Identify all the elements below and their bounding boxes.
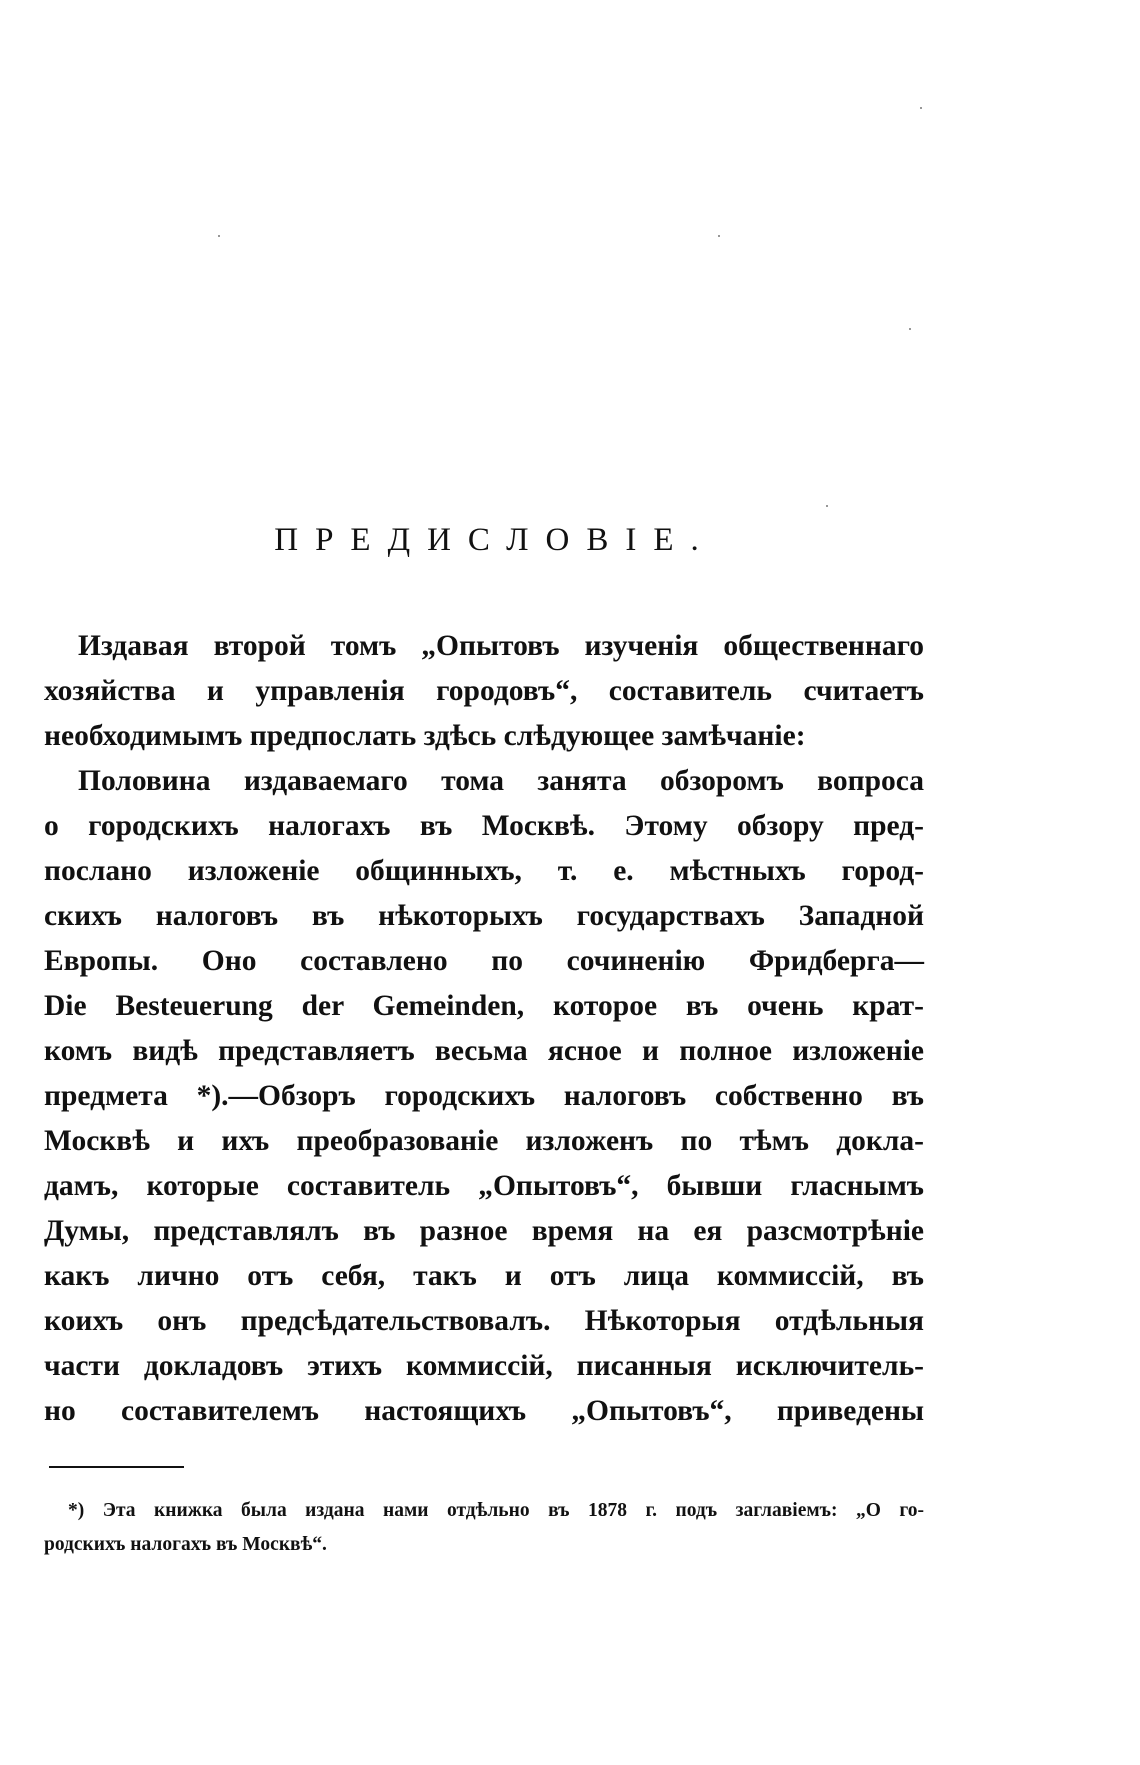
text-line: комъ видѣ представляетъ весьма ясное и полное изложеніе xyxy=(44,1035,924,1067)
text-line: Думы, представлялъ въ разное время на ея разсмотрѣніе xyxy=(44,1215,924,1247)
text-line: части докладовъ этихъ коммиссій, писанныя исключитель- xyxy=(44,1350,924,1382)
preface-paragraph xyxy=(44,624,924,1434)
text-line: дамъ, которые составитель „Опытовъ“, бывши гласнымъ xyxy=(44,1170,924,1202)
footnote-divider xyxy=(49,1466,184,1468)
text-line: какъ лично отъ себя, такъ и отъ лица коммиссій, въ xyxy=(44,1260,924,1292)
text-line: необходимымъ предпослать здѣсь слѣдующее замѣчаніе: xyxy=(44,720,806,752)
scan-speck xyxy=(826,505,828,507)
footnote-line: родскихъ налогахъ въ Москвѣ“. xyxy=(44,1534,327,1555)
footnote-line: *) Эта книжка была издана нами отдѣльно въ 1878 г. подъ заглавіемъ: „О го- xyxy=(68,1500,924,1521)
text-line: Die Besteuerung der Gemeinden, которое въ очень крат- xyxy=(44,990,924,1022)
text-line: Европы. Оно составлено по сочиненію Фридберга— xyxy=(44,945,924,977)
text-line: но составителемъ настоящихъ „Опытовъ“, приведены xyxy=(44,1395,924,1427)
scan-speck xyxy=(218,235,220,237)
footnote xyxy=(44,1494,924,1562)
scan-speck xyxy=(909,328,911,330)
text-line: послано изложеніе общинныхъ, т. е. мѣстныхъ город- xyxy=(44,855,924,887)
text-line: Москвѣ и ихъ преобразованіе изложенъ по тѣмъ докла- xyxy=(44,1125,924,1157)
text-line: предмета *).—Обзоръ городскихъ налоговъ собственно въ xyxy=(44,1080,924,1112)
text-line: о городскихъ налогахъ въ Москвѣ. Этому обзору пред- xyxy=(44,810,924,842)
text-line: хозяйства и управленія городовъ“, составитель считаетъ xyxy=(44,675,924,707)
text-line: скихъ налоговъ въ нѣкоторыхъ государствахъ Западной xyxy=(44,900,924,932)
text-line: коихъ онъ предсѣдательствовалъ. Нѣкоторыя отдѣльныя xyxy=(44,1305,924,1337)
text-line: Половина издаваемаго тома занята обзоромъ вопроса xyxy=(78,765,924,797)
page-title: ПРЕДИСЛОВІЕ. xyxy=(274,522,716,558)
scan-speck xyxy=(920,107,922,109)
text-line: Издавая второй томъ „Опытовъ изученія общественнаго xyxy=(78,630,924,662)
scan-speck xyxy=(718,235,720,237)
